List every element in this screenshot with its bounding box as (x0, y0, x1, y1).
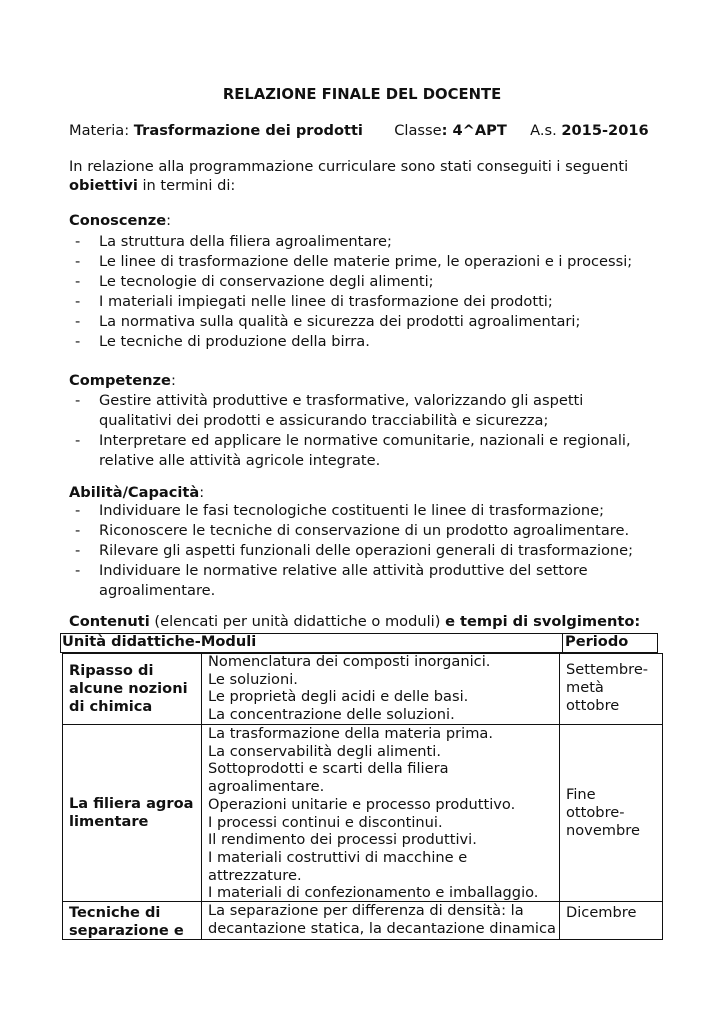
period-cell: Settembre-metà ottobre (566, 661, 649, 714)
contents-cell: La separazione per differenza di densità: la decantazione statica, la decantazione dinamica (202, 902, 560, 939)
list-item: - Gestire attività produttive e trasformative, valorizzando gli aspetti qualitativi dei prodotti e assicurando tracciabilità e sicurezza; (75, 392, 584, 429)
intro-line-2 (69, 177, 235, 194)
competenze-heading: Competenze: (69, 372, 176, 389)
table-row (62, 653, 663, 725)
intro-rest: in termini di: (137, 177, 236, 194)
intro-line-1: In relazione alla programmazione curriculare sono stati conseguiti i seguenti (69, 158, 629, 175)
table-header-period: Periodo (565, 633, 629, 650)
conoscenze-list (69, 232, 669, 352)
table-row (62, 725, 663, 902)
period-cell: Fine ottobre-novembre (566, 786, 640, 839)
list-item: - I materiali impiegati nelle linee di trasformazione dei prodotti; (75, 293, 553, 310)
classe-value: : 4^APT (441, 122, 507, 139)
as-value: 2015-2016 (561, 122, 649, 139)
list-item: - Individuare le normative relative alle attività produttive del settore agroalimentare. (75, 562, 588, 599)
list-item: - Le tecniche di produzione della birra. (75, 333, 370, 350)
period-cell: Dicembre (566, 904, 637, 921)
subject-line (69, 122, 649, 139)
list-item: - La struttura della filiera agroalimentare; (75, 233, 392, 250)
page-title: RELAZIONE FINALE DEL DOCENTE (222, 86, 502, 103)
materia-value: Trasformazione dei prodotti (133, 122, 363, 139)
list-item: - Riconoscere le tecniche di conservazione di un prodotto agroalimentare. (75, 522, 630, 539)
contenuti-line: Contenuti (elencati per unità didattiche o moduli) e tempi di svolgimento: (69, 613, 641, 630)
table-header-modules: Unità didattiche-Moduli (62, 633, 257, 650)
contents-cell: Nomenclatura dei composti inorganici. Le soluzioni. Le proprietà degli acidi e delle basi. La concentrazione delle soluzioni. (202, 653, 560, 724)
abilita-heading: Abilità/Capacità: (69, 484, 205, 501)
competenze-list (69, 391, 649, 471)
table-header-divider (562, 633, 563, 652)
materia-label: Materia: (69, 122, 134, 139)
intro-bold: obiettivi (69, 177, 138, 194)
classe-label: Classe (394, 122, 442, 139)
list-item: - Le linee di trasformazione delle materie prime, le operazioni e i processi; (75, 253, 633, 270)
list-item: - Interpretare ed applicare le normative comunitarie, nazionali e regionali, relative alle attività agricole integrate. (75, 432, 631, 469)
conoscenze-heading: Conoscenze: (69, 212, 172, 229)
table-row (62, 902, 663, 940)
as-label: A.s. (530, 122, 562, 139)
list-item: - La normativa sulla qualità e sicurezza dei prodotti agroalimentari; (75, 313, 581, 330)
module-cell: Ripasso di alcune nozioni di chimica (63, 653, 202, 724)
abilita-list (69, 501, 669, 601)
module-cell: Tecniche di separazione e (63, 902, 202, 939)
list-item: - Individuare le fasi tecnologiche costituenti le linee di trasformazione; (75, 502, 605, 519)
module-cell: La filiera agroalimentare (63, 725, 202, 901)
contents-cell: La trasformazione della materia prima. La conservabilità degli alimenti. Sottoprodotti e scarti della filiera agroalimentare. Operazioni unitarie e processo produttivo. I processi continui e discontinui. Il rendimento dei processi produttivi. I materiali costruttivi di macchine e attrezzature. I materiali di confezionamento e imballaggio. (202, 725, 560, 901)
list-item: - Le tecnologie di conservazione degli alimenti; (75, 273, 434, 290)
list-item: - Rilevare gli aspetti funzionali delle operazioni generali di trasformazione; (75, 542, 634, 559)
